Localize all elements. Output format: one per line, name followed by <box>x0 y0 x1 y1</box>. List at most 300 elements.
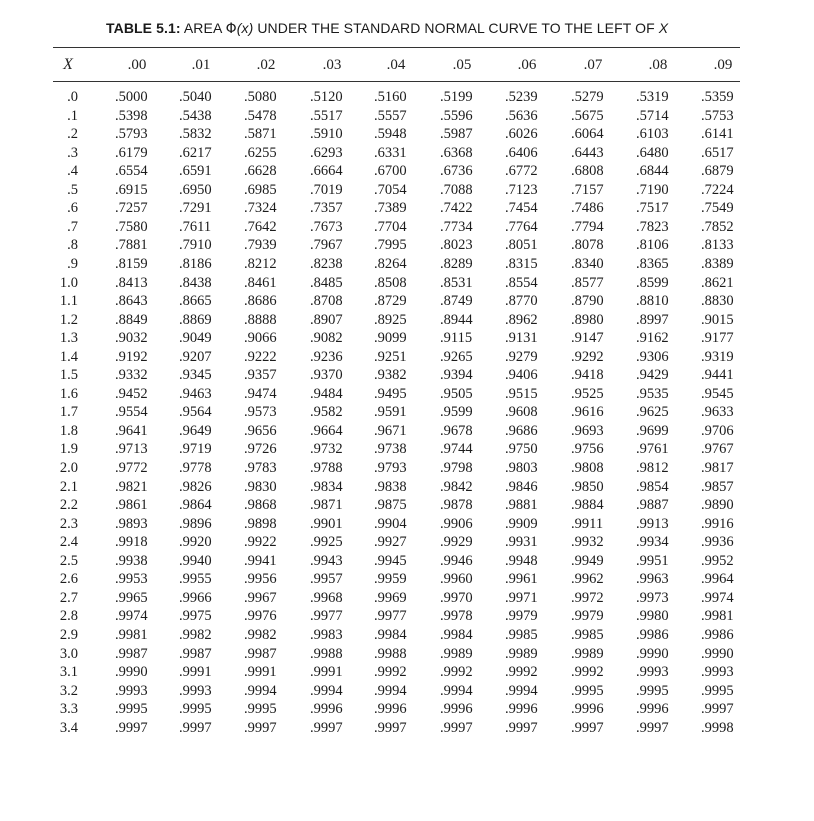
row-label: 2.2 <box>59 497 78 514</box>
table-cell: .9945 <box>374 552 407 569</box>
table-cell: .8340 <box>571 255 604 272</box>
table-row <box>0 329 814 347</box>
table-cell: .9976 <box>244 608 277 625</box>
table-cell: .9656 <box>244 422 277 439</box>
table-row <box>0 533 814 551</box>
table-cell: .9940 <box>179 552 212 569</box>
table-cell: .8485 <box>310 274 343 291</box>
table-cell: .9207 <box>179 348 212 365</box>
table-cell: .9452 <box>115 385 148 402</box>
row-label: 3.0 <box>59 645 78 662</box>
table-cell: .8051 <box>505 237 538 254</box>
table-cell: .7357 <box>310 200 343 217</box>
table-cell: .7734 <box>440 218 473 235</box>
table-cell: .7486 <box>571 200 604 217</box>
row-label: 3.1 <box>59 664 78 681</box>
table-cell: .8461 <box>244 274 277 291</box>
table-cell: .7611 <box>179 218 212 235</box>
table-cell: .9904 <box>374 515 407 532</box>
table-cell: .8708 <box>310 293 343 310</box>
row-label: 1.1 <box>59 293 78 310</box>
table-cell: .9901 <box>310 515 343 532</box>
table-cell: .6480 <box>636 144 669 161</box>
table-cell: .8944 <box>440 311 473 328</box>
table-cell: .8078 <box>571 237 604 254</box>
table-row <box>0 478 814 496</box>
table-cell: .8962 <box>505 311 538 328</box>
table-row <box>0 422 814 440</box>
table-cell: .9993 <box>636 664 669 681</box>
table-cell: .8621 <box>701 274 734 291</box>
table-cell: .9236 <box>310 348 343 365</box>
table-cell: .7454 <box>505 200 538 217</box>
table-cell: .9633 <box>701 404 734 421</box>
table-cell: .9974 <box>701 589 734 606</box>
table-cell: .7190 <box>636 181 669 198</box>
table-cell: .9772 <box>115 460 148 476</box>
table-cell: .9968 <box>310 589 343 606</box>
table-cell: .9916 <box>701 515 734 532</box>
row-label: 2.0 <box>59 460 78 476</box>
table-cell: .9192 <box>115 348 148 365</box>
table-cell: .7517 <box>636 200 669 217</box>
table-cell: .5239 <box>505 89 538 105</box>
column-header: .02 <box>256 57 276 73</box>
table-cell: .5557 <box>374 107 407 124</box>
header-rule <box>53 81 740 82</box>
table-cell: .9719 <box>179 441 212 458</box>
table-cell: .8907 <box>310 311 343 328</box>
table-cell: .9997 <box>440 719 473 736</box>
table-cell: .9896 <box>179 515 212 532</box>
table-cell: .9990 <box>701 645 734 662</box>
table-cell: .8770 <box>505 293 538 310</box>
table-cell: .6736 <box>440 163 473 180</box>
table-row <box>0 181 814 199</box>
table-cell: .9995 <box>701 682 734 699</box>
row-label: 2.3 <box>59 515 78 532</box>
table-cell: .9960 <box>440 571 473 588</box>
table-cell: .9991 <box>244 664 277 681</box>
table-cell: .9429 <box>636 367 669 384</box>
table-cell: .9994 <box>440 682 473 699</box>
table-cell: .9345 <box>179 367 212 384</box>
row-label: .3 <box>67 144 78 161</box>
table-cell: .8665 <box>179 293 212 310</box>
table-cell: .9952 <box>701 552 734 569</box>
table-cell: .8389 <box>701 255 734 272</box>
table-cell: .9713 <box>115 441 148 458</box>
top-rule <box>53 47 740 48</box>
table-cell: .9994 <box>244 682 277 699</box>
table-cell: .9495 <box>374 385 407 402</box>
table-cell: .9997 <box>636 719 669 736</box>
table-cell: .8686 <box>244 293 277 310</box>
table-cell: .9868 <box>244 497 277 514</box>
row-label: 3.4 <box>59 719 78 736</box>
row-label: 3.2 <box>59 682 78 699</box>
row-label: .2 <box>67 126 78 143</box>
table-cell: .9699 <box>636 422 669 439</box>
table-cell: .9608 <box>505 404 538 421</box>
table-cell: .9951 <box>636 552 669 569</box>
table-cell: .9949 <box>571 552 604 569</box>
table-cell: .9956 <box>244 571 277 588</box>
table-cell: .9938 <box>115 552 148 569</box>
table-cell: .8315 <box>505 255 538 272</box>
table-cell: .9961 <box>505 571 538 588</box>
row-label: 2.9 <box>59 626 78 643</box>
table-cell: .9990 <box>636 645 669 662</box>
table-cell: .9975 <box>179 608 212 625</box>
table-cell: .9922 <box>244 534 277 551</box>
table-cell: .6217 <box>179 144 212 161</box>
table-cell: .6368 <box>440 144 473 161</box>
table-cell: .9971 <box>505 589 538 606</box>
table-cell: .9993 <box>115 682 148 699</box>
table-cell: .6179 <box>115 144 148 161</box>
table-row <box>0 366 814 384</box>
table-cell: .5675 <box>571 107 604 124</box>
table-cell: .5871 <box>244 126 277 143</box>
table-cell: .9997 <box>310 719 343 736</box>
table-cell: .9927 <box>374 534 407 551</box>
table-cell: .9599 <box>440 404 473 421</box>
table-row <box>0 199 814 217</box>
row-label: 1.7 <box>59 404 78 421</box>
table-cell: .8790 <box>571 293 604 310</box>
table-cell: .9744 <box>440 441 473 458</box>
row-label: 1.5 <box>59 367 78 384</box>
table-cell: .9864 <box>179 497 212 514</box>
table-cell: .9875 <box>374 497 407 514</box>
row-label: 1.4 <box>59 348 78 365</box>
table-cell: .9986 <box>636 626 669 643</box>
table-cell: .9980 <box>636 608 669 625</box>
table-cell: .9991 <box>179 664 212 681</box>
table-cell: .9979 <box>571 608 604 625</box>
table-cell: .7157 <box>571 181 604 198</box>
table-cell: .9998 <box>701 719 734 736</box>
row-label: 2.4 <box>59 534 78 551</box>
table-cell: .7123 <box>505 181 538 198</box>
table-cell: .9990 <box>115 664 148 681</box>
table-cell: .9932 <box>571 534 604 551</box>
row-label: 2.7 <box>59 589 78 606</box>
table-cell: .9394 <box>440 367 473 384</box>
table-cell: .9671 <box>374 422 407 439</box>
table-cell: .9995 <box>636 682 669 699</box>
table-cell: .9474 <box>244 385 277 402</box>
table-cell: .9987 <box>244 645 277 662</box>
table-cell: .9996 <box>374 701 407 718</box>
table-cell: .9525 <box>571 385 604 402</box>
table-cell: .6103 <box>636 126 669 143</box>
table-cell: .9918 <box>115 534 148 551</box>
table-cell: .8238 <box>310 255 343 272</box>
table-row <box>0 496 814 514</box>
row-label: .0 <box>67 89 78 105</box>
table-cell: .9767 <box>701 441 734 458</box>
caption-variable: X <box>658 20 669 36</box>
table-cell: .8869 <box>179 311 212 328</box>
table-cell: .7823 <box>636 218 669 235</box>
table-cell: .6255 <box>244 144 277 161</box>
table-cell: .8531 <box>440 274 473 291</box>
table-cell: .5319 <box>636 89 669 105</box>
table-cell: .8729 <box>374 293 407 310</box>
table-cell: .8749 <box>440 293 473 310</box>
table-cell: .6331 <box>374 144 407 161</box>
table-cell: .9664 <box>310 422 343 439</box>
table-cell: .7967 <box>310 237 343 254</box>
table-cell: .6879 <box>701 163 734 180</box>
table-row <box>0 403 814 421</box>
table-cell: .9554 <box>115 404 148 421</box>
table-cell: .5636 <box>505 107 538 124</box>
table-cell: .9997 <box>374 719 407 736</box>
table-cell: .9977 <box>374 608 407 625</box>
table-cell: .8980 <box>571 311 604 328</box>
column-header: .00 <box>127 57 147 73</box>
row-label: 1.0 <box>59 274 78 291</box>
table-cell: .9761 <box>636 441 669 458</box>
table-cell: .9573 <box>244 404 277 421</box>
table-cell: .8023 <box>440 237 473 254</box>
table-cell: .9991 <box>310 664 343 681</box>
table-row <box>0 682 814 700</box>
table-cell: .9911 <box>571 515 604 532</box>
table-cell: .5279 <box>571 89 604 105</box>
row-label: .5 <box>67 181 78 198</box>
table-cell: .9925 <box>310 534 343 551</box>
table-cell: .6985 <box>244 181 277 198</box>
table-cell: .9946 <box>440 552 473 569</box>
table-cell: .9965 <box>115 589 148 606</box>
table-cell: .5987 <box>440 126 473 143</box>
table-row <box>0 88 814 106</box>
table-cell: .5793 <box>115 126 148 143</box>
table-cell: .7054 <box>374 181 407 198</box>
table-cell: .9962 <box>571 571 604 588</box>
table-cell: .7852 <box>701 218 734 235</box>
table-cell: .6026 <box>505 126 538 143</box>
table-cell: .7291 <box>179 200 212 217</box>
table-cell: .8925 <box>374 311 407 328</box>
table-cell: .9984 <box>374 626 407 643</box>
table-cell: .9983 <box>310 626 343 643</box>
table-row <box>0 236 814 254</box>
column-header: .01 <box>191 57 211 73</box>
table-cell: .8186 <box>179 255 212 272</box>
row-label: .1 <box>67 107 78 124</box>
table-cell: .9279 <box>505 348 538 365</box>
table-cell: .6628 <box>244 163 277 180</box>
table-cell: .9147 <box>571 330 604 347</box>
table-cell: .9959 <box>374 571 407 588</box>
table-cell: .9964 <box>701 571 734 588</box>
table-row <box>0 700 814 718</box>
column-header: .09 <box>713 57 733 73</box>
table-cell: .9854 <box>636 478 669 495</box>
table-cell: .9996 <box>505 701 538 718</box>
table-cell: .9505 <box>440 385 473 402</box>
table-cell: .8997 <box>636 311 669 328</box>
table-cell: .9966 <box>179 589 212 606</box>
column-header: .06 <box>517 57 537 73</box>
table-cell: .6700 <box>374 163 407 180</box>
table-cell: .9861 <box>115 497 148 514</box>
table-cell: .9131 <box>505 330 538 347</box>
table-cell: .9893 <box>115 515 148 532</box>
row-label: 2.1 <box>59 478 78 495</box>
table-cell: .9484 <box>310 385 343 402</box>
table-cell: .9941 <box>244 552 277 569</box>
table-cell: .5438 <box>179 107 212 124</box>
table-cell: .9732 <box>310 441 343 458</box>
table-cell: .9988 <box>374 645 407 662</box>
table-cell: .9834 <box>310 478 343 495</box>
table-cell: .9978 <box>440 608 473 625</box>
table-cell: .9982 <box>179 626 212 643</box>
table-cell: .8289 <box>440 255 473 272</box>
table-cell: .9996 <box>636 701 669 718</box>
table-cell: .5000 <box>115 89 148 105</box>
table-cell: .9798 <box>440 460 473 476</box>
table-cell: .9306 <box>636 348 669 365</box>
table-cell: .8577 <box>571 274 604 291</box>
table-row <box>0 459 814 477</box>
table-cell: .9382 <box>374 367 407 384</box>
table-cell: .9963 <box>636 571 669 588</box>
table-cell: .9821 <box>115 478 148 495</box>
table-cell: .9641 <box>115 422 148 439</box>
table-cell: .9989 <box>505 645 538 662</box>
table-cell: .9995 <box>244 701 277 718</box>
table-cell: .7764 <box>505 218 538 235</box>
table-cell: .9985 <box>571 626 604 643</box>
column-header: .05 <box>452 57 472 73</box>
table-cell: .9463 <box>179 385 212 402</box>
table-cell: .9582 <box>310 404 343 421</box>
table-cell: .9887 <box>636 497 669 514</box>
column-header: .07 <box>583 57 603 73</box>
table-cell: .9981 <box>701 608 734 625</box>
table-cell: .8643 <box>115 293 148 310</box>
table-cell: .9969 <box>374 589 407 606</box>
table-cell: .7910 <box>179 237 212 254</box>
table-cell: .9994 <box>374 682 407 699</box>
table-cell: .5199 <box>440 89 473 105</box>
table-cell: .9846 <box>505 478 538 495</box>
table-cell: .9985 <box>505 626 538 643</box>
table-cell: .5359 <box>701 89 734 105</box>
row-label: 1.8 <box>59 422 78 439</box>
table-cell: .9678 <box>440 422 473 439</box>
caption-label: TABLE 5.1: <box>106 20 181 36</box>
table-cell: .9545 <box>701 385 734 402</box>
table-cell: .5832 <box>179 126 212 143</box>
table-cell: .9783 <box>244 460 277 476</box>
table-cell: .9957 <box>310 571 343 588</box>
table-cell: .7224 <box>701 181 734 198</box>
table-row <box>0 125 814 143</box>
table-cell: .8133 <box>701 237 734 254</box>
table-row <box>0 719 814 737</box>
table-cell: .9850 <box>571 478 604 495</box>
table-row <box>0 144 814 162</box>
table-row <box>0 589 814 607</box>
table-cell: .9989 <box>440 645 473 662</box>
table-cell: .9972 <box>571 589 604 606</box>
row-label: 3.3 <box>59 701 78 718</box>
table-row <box>0 274 814 292</box>
row-label: .8 <box>67 237 78 254</box>
table-cell: .5080 <box>244 89 277 105</box>
table-cell: .6141 <box>701 126 734 143</box>
table-cell: .9049 <box>179 330 212 347</box>
table-cell: .9706 <box>701 422 734 439</box>
table-cell: .5517 <box>310 107 343 124</box>
table-cell: .9292 <box>571 348 604 365</box>
table-cell: .9756 <box>571 441 604 458</box>
table-cell: .9986 <box>701 626 734 643</box>
table-cell: .5596 <box>440 107 473 124</box>
table-cell: .9943 <box>310 552 343 569</box>
table-cell: .9992 <box>505 664 538 681</box>
table-cell: .9997 <box>505 719 538 736</box>
caption-text-after: UNDER THE STANDARD NORMAL CURVE TO THE LEFT OF <box>253 20 659 36</box>
table-cell: .9015 <box>701 311 734 328</box>
table-cell: .9591 <box>374 404 407 421</box>
table-cell: .8365 <box>636 255 669 272</box>
table-row <box>0 570 814 588</box>
table-cell: .9099 <box>374 330 407 347</box>
table-cell: .9842 <box>440 478 473 495</box>
table-cell: .9979 <box>505 608 538 625</box>
table-row <box>0 348 814 366</box>
table-cell: .9812 <box>636 460 669 476</box>
table-cell: .5478 <box>244 107 277 124</box>
table-cell: .6808 <box>571 163 604 180</box>
table-cell: .9913 <box>636 515 669 532</box>
table-cell: .9115 <box>440 330 473 347</box>
table-cell: .5910 <box>310 126 343 143</box>
table-cell: .9032 <box>115 330 148 347</box>
table-cell: .9441 <box>701 367 734 384</box>
table-cell: .9817 <box>701 460 734 476</box>
table-cell: .7881 <box>115 237 148 254</box>
table-cell: .9515 <box>505 385 538 402</box>
table-cell: .6517 <box>701 144 734 161</box>
table-cell: .7549 <box>701 200 734 217</box>
table-cell: .9857 <box>701 478 734 495</box>
table-cell: .7257 <box>115 200 148 217</box>
table-cell: .9948 <box>505 552 538 569</box>
table-cell: .6064 <box>571 126 604 143</box>
table-cell: .9162 <box>636 330 669 347</box>
table-cell: .9992 <box>571 664 604 681</box>
table-cell: .7704 <box>374 218 407 235</box>
table-cell: .5040 <box>179 89 212 105</box>
row-label: .7 <box>67 218 78 235</box>
table-cell: .7422 <box>440 200 473 217</box>
row-label: 2.5 <box>59 552 78 569</box>
table-cell: .9995 <box>179 701 212 718</box>
table-row <box>0 292 814 310</box>
table-cell: .9997 <box>115 719 148 736</box>
table-cell: .8438 <box>179 274 212 291</box>
